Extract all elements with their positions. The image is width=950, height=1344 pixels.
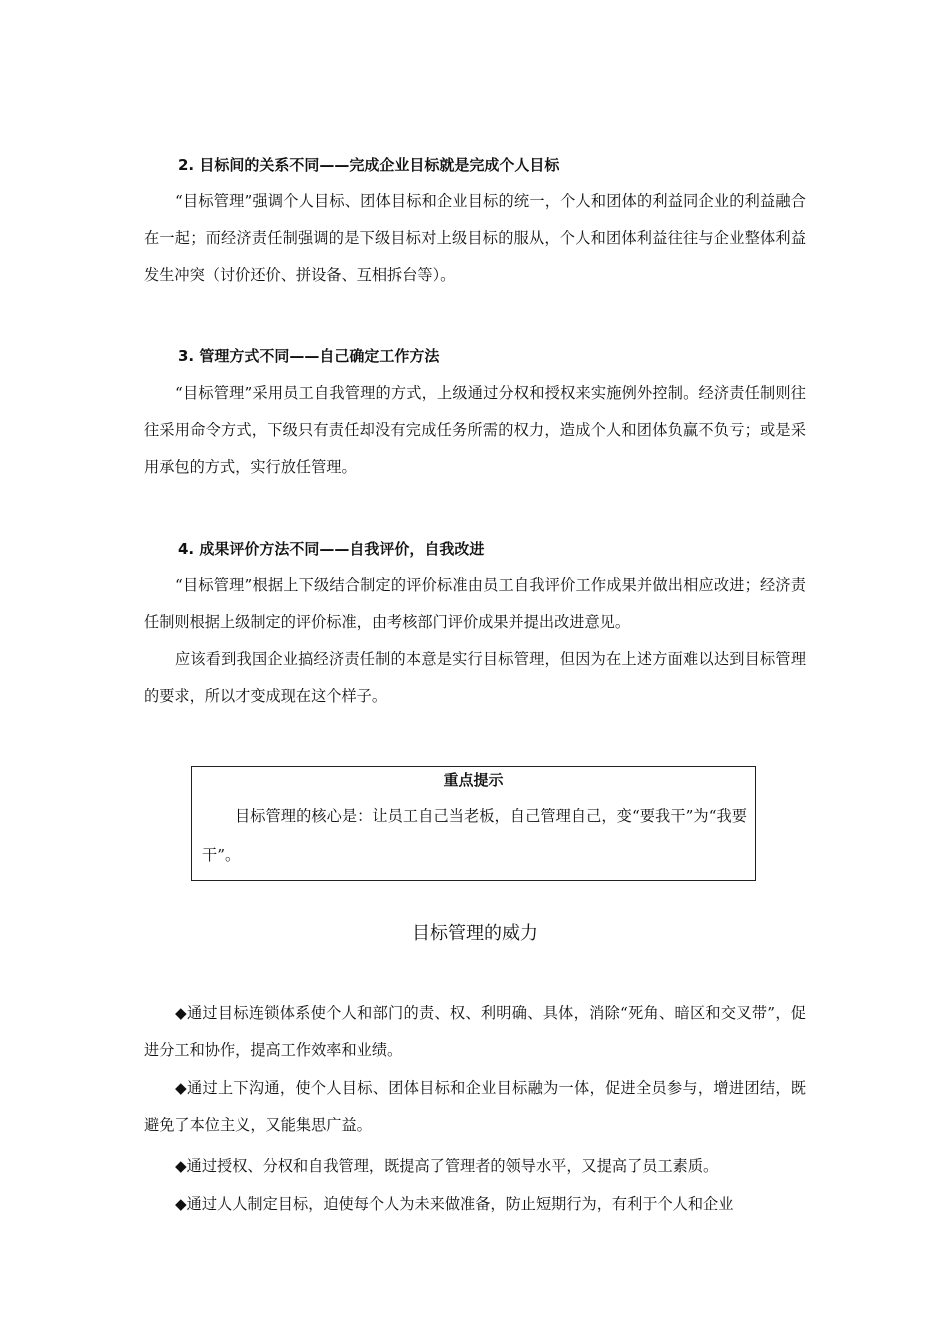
power-bullet-4: ◆通过人人制定目标，迫使每个人为未来做准备，防止短期行为，有利于个人和企业 xyxy=(175,1195,734,1213)
power-bullet-2: ◆通过上下沟通，使个人目标、团体目标和企业目标融为一体，促进全员参与，增进团结，既避免了本位主义，又能集思广益。 xyxy=(144,1079,806,1134)
key-tip-box xyxy=(191,766,756,881)
section-3-paragraph: “目标管理”采用员工自我管理的方式，上级通过分权和授权来实施例外控制。经济责任制则往往采用命令方式，下级只有责任却没有完成任务所需的权力，造成个人和团体负赢不负亏；或是采用承包的方式，实行放任管理。 xyxy=(144,384,806,476)
section-heading-3: 3. 管理方式不同——自己确定工作方法 xyxy=(178,347,440,365)
section-2-paragraph: “目标管理”强调个人目标、团体目标和企业目标的统一，个人和团体的利益同企业的利益融合在一起；而经济责任制强调的是下级目标对上级目标的服从，个人和团体利益往往与企业整体利益发生冲突（讨价还价、拼设备、互相拆台等）。 xyxy=(144,192,806,284)
section-4-paragraph-2: 应该看到我国企业搞经济责任制的本意是实行目标管理，但因为在上述方面难以达到目标管理的要求，所以才变成现在这个样子。 xyxy=(144,650,806,705)
power-bullet-1: ◆通过目标连锁体系使个人和部门的责、权、利明确、具体，消除“死角、暗区和交叉带”，促进分工和协作，提高工作效率和业绩。 xyxy=(144,1004,806,1059)
key-tip-title: 重点提示 xyxy=(443,771,504,789)
power-bullet-3: ◆通过授权、分权和自我管理，既提高了管理者的领导水平，又提高了员工素质。 xyxy=(175,1157,719,1175)
section-4-paragraph-1: “目标管理”根据上下级结合制定的评价标准由员工自我评价工作成果并做出相应改进；经济责任制则根据上级制定的评价标准，由考核部门评价成果并提出改进意见。 xyxy=(144,576,806,631)
power-section-title: 目标管理的威力 xyxy=(412,923,538,944)
key-tip-text: 目标管理的核心是：让员工自己当老板，自己管理自己，变“要我干”为“我要干”。 xyxy=(202,807,747,864)
section-heading-2: 2. 目标间的关系不同——完成企业目标就是完成个人目标 xyxy=(178,156,560,174)
section-heading-4: 4. 成果评价方法不同——自我评价，自我改进 xyxy=(178,540,485,558)
